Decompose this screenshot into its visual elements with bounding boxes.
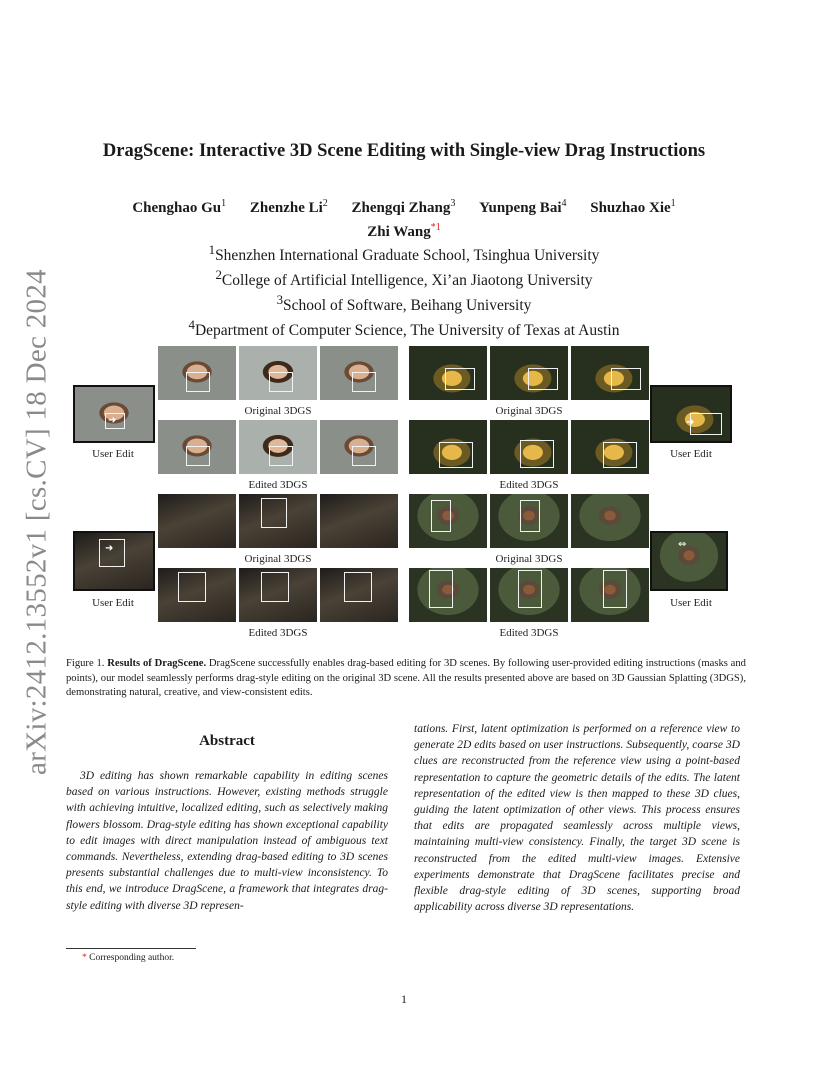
- user-edit-label: User Edit: [670, 448, 712, 460]
- edited-view-image: [239, 568, 317, 622]
- abstract-heading: Abstract: [199, 733, 255, 749]
- author: Zhengqi Zhang$^3$: [351, 198, 456, 216]
- original-view-image: [320, 346, 398, 400]
- user-edit-image-room: [73, 531, 155, 591]
- original-view-image: [239, 346, 317, 400]
- edited-3dgs-label: Edited 3DGS: [248, 479, 308, 491]
- original-view-image: [158, 494, 236, 548]
- drag-arrow-icon: ➜: [686, 417, 695, 428]
- user-edit-image-bulldozer: [650, 385, 732, 443]
- user-edit-image-face: [73, 385, 155, 443]
- edited-view-image: [158, 568, 236, 622]
- edited-view-image: [571, 568, 649, 622]
- edited-view-image: [409, 420, 487, 474]
- original-view-image: [490, 494, 568, 548]
- author: Chenghao Gu$^1$: [132, 198, 227, 216]
- original-view-image: [490, 346, 568, 400]
- original-view-image: [239, 494, 317, 548]
- user-edit-label: User Edit: [92, 448, 134, 460]
- affiliation: $^3$School of Software, Beihang University: [276, 292, 532, 315]
- affiliation: $^1$Shenzhen International Graduate School, Tsinghua University: [208, 242, 600, 265]
- figure-caption: Figure 1. Results of DragScene. DragScene successfully enables drag-based editing for 3D scenes. By following user-provided editing instructions (masks and points), our model seamlessly performs drag-style editing on the original 3D scene. All the results presented above are based on 3D Gaussian Splatting (3DGS), demonstrating natural, creative, and view-consistent edits.: [66, 658, 746, 698]
- author: Zhi Wang$^{*1}$: [367, 222, 441, 240]
- edited-view-image: [490, 420, 568, 474]
- original-3dgs-label: Original 3DGS: [495, 405, 563, 417]
- edited-view-image: [490, 568, 568, 622]
- page-number: 1: [401, 992, 407, 1006]
- original-view-image: [409, 346, 487, 400]
- original-view-image: [158, 346, 236, 400]
- original-view-image: [409, 494, 487, 548]
- drag-arrow-icon: ➜: [108, 415, 117, 426]
- author: Zhenzhe Li$^2$: [249, 198, 328, 216]
- edited-view-image: [239, 420, 317, 474]
- arxiv-stamp-text: arXiv:2412.13552v1 [cs.CV] 18 Dec 2024: [20, 269, 53, 775]
- edited-view-image: [320, 420, 398, 474]
- abstract-left-column: 3D editing has shown remarkable capability in editing scenes based on various instructions. However, existing methods struggle with achieving intuitive, localized editing, such as selectively making flowers blossom. Drag-style editing has shown exceptional capability to edit images with direct manipulation instead of ambiguous text commands. Nevertheless, extending drag-based editing to 3D scenes presents substantial challenges due to multi-view inconsistency. To this end, we introduce DragScene, a framework that integrates drag-style editing with diverse 3D represen-: [66, 770, 388, 912]
- user-edit-label: User Edit: [670, 597, 712, 609]
- drag-arrow-icon: ⇔: [678, 539, 687, 550]
- original-3dgs-label: Original 3DGS: [495, 553, 563, 565]
- original-view-image: [320, 494, 398, 548]
- affiliation: $^4$Department of Computer Science, The University of Texas at Austin: [188, 317, 620, 340]
- edited-3dgs-label: Edited 3DGS: [499, 479, 559, 491]
- edited-view-image: [409, 568, 487, 622]
- footnote-rule: [66, 948, 196, 949]
- edited-view-image: [571, 420, 649, 474]
- edited-view-image: [320, 568, 398, 622]
- user-edit-image-vase: [650, 531, 728, 591]
- author: Yunpeng Bai$^4$: [479, 198, 567, 216]
- original-3dgs-label: Original 3DGS: [244, 405, 312, 417]
- original-view-image: [571, 494, 649, 548]
- edited-view-image: [158, 420, 236, 474]
- user-edit-label: User Edit: [92, 597, 134, 609]
- drag-arrow-icon: ➜: [105, 543, 114, 554]
- affiliation: $^2$College of Artificial Intelligence, Xi’an Jiaotong University: [215, 267, 593, 290]
- paper-title: DragScene: Interactive 3D Scene Editing with Single-view Drag Instructions: [102, 141, 706, 161]
- footnote: * Corresponding author.: [82, 953, 175, 963]
- abstract-right-column: tations. First, latent optimization is performed on a reference view to generate 2D edits based on user instructions. Subsequently, coarse 3D clues are reconstructed from the reference view using a point-based representation to capture the geometric details of the edits. The latent representation of the edited view is then mapped to these 3D clues, guiding the latent optimization of other views. This process ensures that edits are propagated seamlessly across multiple views, maintaining multi-view consistency. Finally, the target 3D scene is reconstructed from the edited multi-view images. Extensive experiments demonstrate that DragScene facilitates precise and flexible drag-style editing of 3D scenes, supporting broad applicability across diverse 3D representations.: [414, 723, 740, 914]
- original-view-image: [571, 346, 649, 400]
- original-3dgs-label: Original 3DGS: [244, 553, 312, 565]
- edited-3dgs-label: Edited 3DGS: [499, 627, 559, 639]
- edited-3dgs-label: Edited 3DGS: [248, 627, 308, 639]
- author: Shuzhao Xie$^1$: [590, 198, 676, 216]
